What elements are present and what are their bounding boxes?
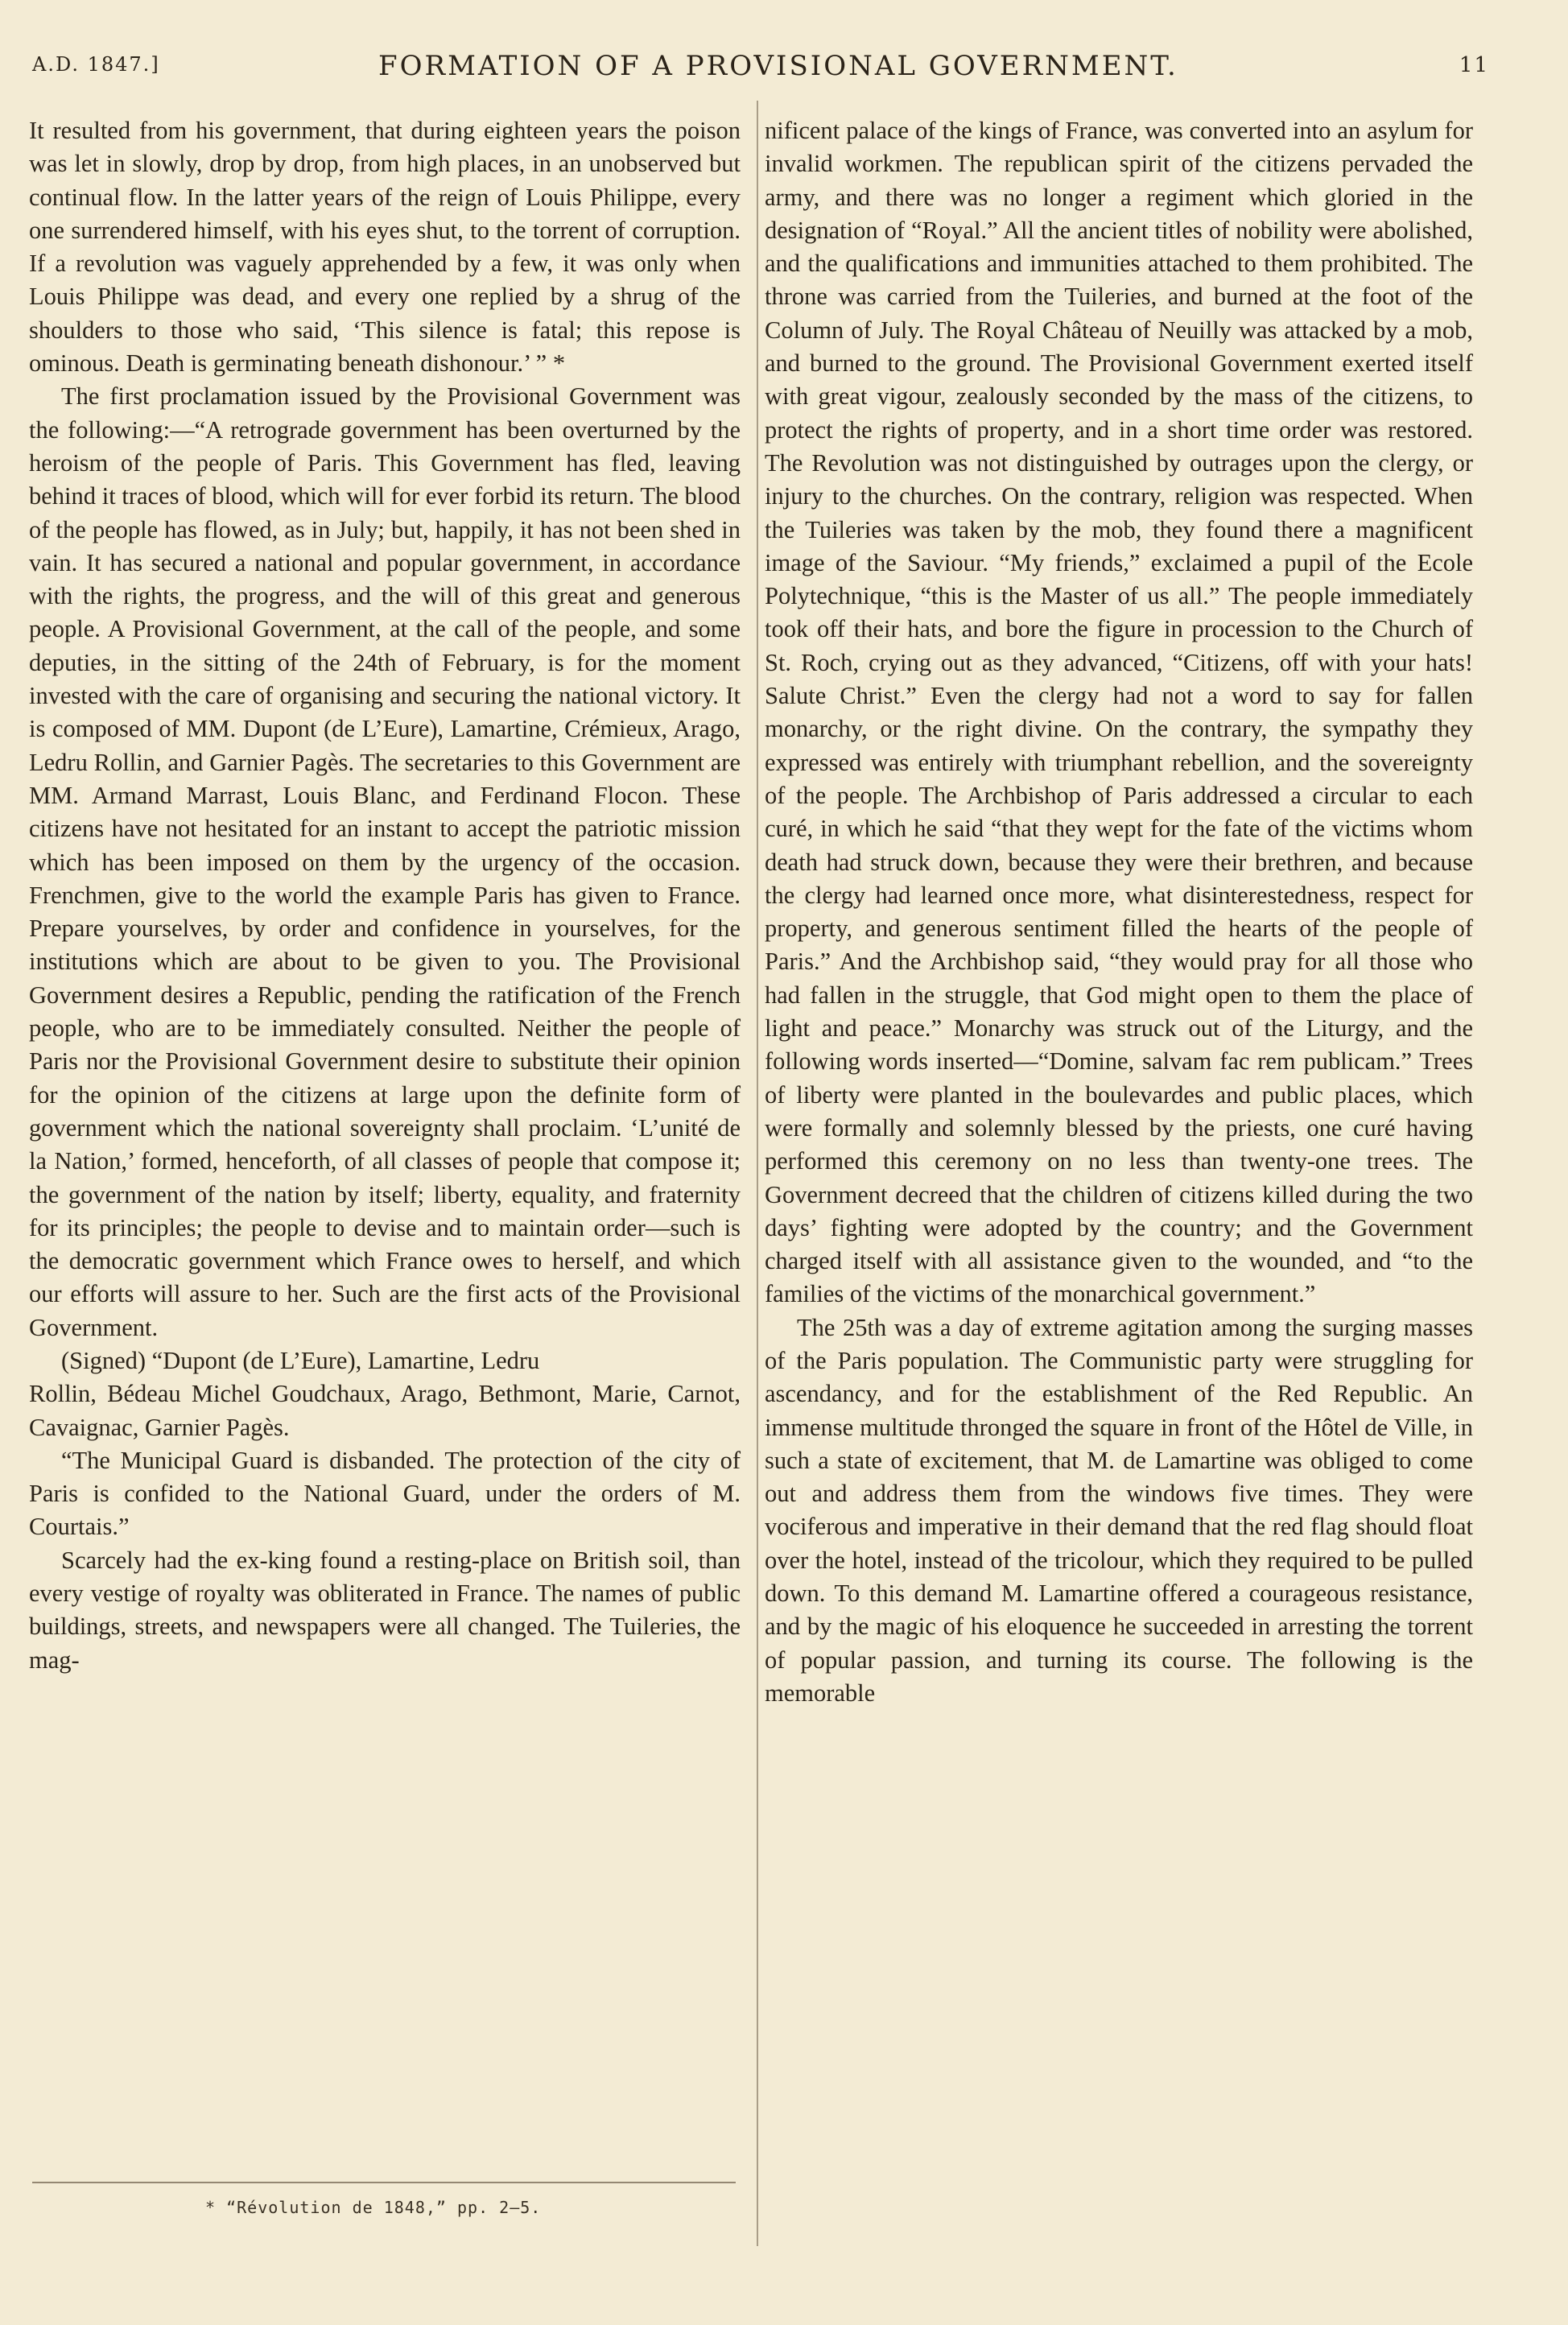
paragraph: “The Municipal Guard is disbanded. The protection of the city of Paris is confided to the National Guard, under the orders of M. Courtais.” [29, 1446, 741, 1541]
paragraph: It resulted from his government, that during eighteen years the poison was let in slowly, drop by drop, from high places, in an unobserved but continual flow. In the latter years of the reign of Louis Philippe, every one surrendered himself, with his eyes shut, to the torrent of corruption. If a revolution was vaguely apprehended by a few, it was only when Louis Philippe was dead, and every one replied by a shrug of the shoulders to those who said, ‘This silence is fatal; this repose is ominous. Death is germinating beneath dishonour.’ ” * [29, 117, 741, 378]
page-number: 11 [1459, 53, 1489, 77]
right-column [765, 114, 1473, 1710]
running-header [32, 50, 1489, 87]
paragraph: nificent palace of the kings of France, was converted into an asylum for invalid workmen. The republican spirit of the citizens pervaded the army, and there was no longer a regiment which gloried in the designation of “Royal.” All the ancient titles of nobility were abolished, and the qualifications and immunities attached to them prohibited. The throne was carried from the Tuileries, and burned at the foot of the Column of July. The Royal Château of Neuilly was attacked by a mob, and burned to the ground. The Provisional Government exerted itself with great vigour, zealously seconded by the mass of the citizens, to protect the rights of property, and in a short time order was restored. The Revolution was not distinguished by outrages upon the clergy, or injury to the churches. On the contrary, religion was respected. When the Tuileries was taken by the mob, they found there a magnificent image of the Saviour. “My friends,” exclaimed a pupil of the Ecole Polytechnique, “this is the Master of us all.” The people immediately took off their hats, and bore the figure in procession to the Church of St. Roch, crying out as they advanced, “Citizens, off with your hats! Salute Christ.” Even the clergy had not a word to say for fallen monarchy, or the right divine. On the contrary, the sympathy they expressed was entirely with triumphant rebellion, and the sovereignty of the people. The Archbishop of Paris addressed a circular to each curé, in which he said “that they wept for the fate of the victims whom death had struck down, because they were their brethren, and because the clergy had learned once more, what disinterestedness, respect for property, and generous sentiment filled the hearts of the people of Paris.” And the Archbishop said, “they would pray for all those who had fallen in the struggle, that God might open to them the place of light and peace.” Monarchy was struck out of the Liturgy, and the following words inserted—“Domine, salvam fac rem publicam.” Trees of liberty were planted in the boulevardes and public places, which were formally and solemnly blessed by the priests, one curé having performed this ceremony on no less than twenty-one trees. The Government decreed that the children of citizens killed during the two days’ fighting were adopted by the country; and the Government charged itself with all assistance given to the wounded, and “to the families of the victims of the monarchical government.” [765, 117, 1473, 1308]
signatories: Rollin, Bédeau Michel Goudchaux, Arago, Bethmont, Marie, Carnot, Cavaignac, Garnier Pagès. [29, 1380, 741, 1441]
left-column [29, 114, 741, 1677]
column-divider [757, 101, 758, 2246]
signature-line [29, 1344, 741, 1377]
header-title: FORMATION OF A PROVISIONAL GOVERNMENT. [378, 50, 1178, 82]
paragraph: The first proclamation issued by the Provisional Government was the following:—“A retrograde government has been overturned by the heroism of the people of Paris. This Government has fled, leaving behind it traces of blood, which will for ever forbid its return. The blood of the people has flowed, as in July; but, happily, it has not been shed in vain. It has secured a national and popular government, in accordance with the rights, the progress, and the will of this great and generous people. A Provisional Government, at the call of the people, and some deputies, in the sitting of the 24th of February, is for the moment invested with the care of organising and securing the national victory. It is composed of MM. Dupont (de L’Eure), Lamartine, Crémieux, Arago, Ledru Rollin, and Garnier Pagès. The secretaries to this Government are MM. Armand Marrast, Louis Blanc, and Ferdinand Flocon. These citizens have not hesitated for an instant to accept the patriotic mission which has been imposed on them by the urgency of the occasion. Frenchmen, give to the world the example Paris has given to France. Prepare yourselves, by order and confidence in yourselves, for the institutions which are about to be given to you. The Provisional Government desires a Republic, pending the ratification of the French people, who are to be immediately consulted. Neither the people of Paris nor the Provisional Government desire to substitute their opinion for the opinion of the citizens at large upon the definite form of government which the national sovereignty shall proclaim. ‘L’unité de la Nation,’ formed, henceforth, of all classes of people that compose it; the government of the nation by itself; liberty, equality, and fraternity for its principles; the people to devise and to maintain order—such is the democratic government which France owes to herself, and which our efforts will assure to her. Such are the first acts of the Provisional Government. [29, 382, 741, 1341]
header-year: A.D. 1847.] [32, 53, 160, 76]
footnote: * “Révolution de 1848,” pp. 2—5. [205, 2198, 542, 2217]
paragraph: Scarcely had the ex-king found a resting-place on British soil, than every vestige of royalty was obliterated in France. The names of public buildings, streets, and newspapers were all changed. The Tuileries, the mag- [29, 1546, 741, 1674]
signed-first: “Dupont (de L’Eure), Lamartine, Ledru [151, 1346, 540, 1374]
signed-label: (Signed) [61, 1346, 146, 1374]
footnote-divider [32, 2182, 736, 2183]
paragraph: The 25th was a day of extreme agitation among the surging masses of the Paris population. The Communistic party were struggling for ascendancy, and for the establishment of the Red Republic. An immense multitude thronged the square in front of the Hôtel de Ville, in such a state of excitement, that M. de Lamartine was obliged to come out and address them from the windows five times. They were vociferous and imperative in their demand that the red flag should float over the hotel, instead of the tricolour, which they required to be pulled down. To this demand M. Lamartine offered a courageous resistance, and by the magic of his eloquence he succeeded in arresting the torrent of popular passion, and turning its course. The following is the memorable [765, 1313, 1473, 1707]
